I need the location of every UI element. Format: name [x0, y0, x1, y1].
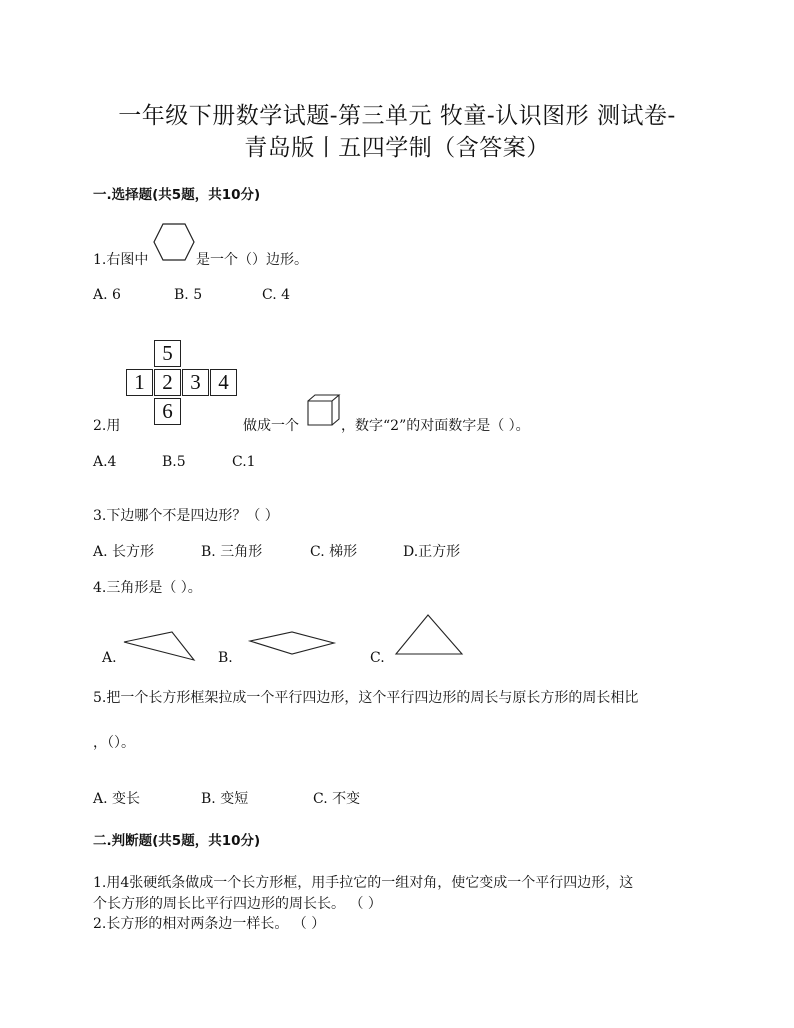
- net-cell-4: 4: [210, 369, 237, 396]
- section1-heading: 一.选择题(共5题，共10分): [93, 187, 261, 203]
- triangle-icon: [394, 613, 466, 657]
- net-cell-bottom: 6: [154, 398, 181, 425]
- q5-option-a[interactable]: A. 变长: [93, 791, 141, 807]
- page-title-line1: 一年级下册数学试题-第三单元 牧童-认识图形 测试卷-: [118, 103, 676, 129]
- net-cell-3: 3: [182, 369, 209, 396]
- net-cell-2: 2: [154, 369, 181, 396]
- q2-middle: 做成一个: [243, 418, 299, 434]
- page-title-line2: 青岛版丨五四学制（含答案）: [244, 135, 550, 161]
- hexagon-icon: [152, 222, 196, 262]
- q2-option-b[interactable]: B.5: [162, 454, 186, 470]
- q5-line1: 5.把一个长方形框架拉成一个平行四边形，这个平行四边形的周长与原长方形的周长相比: [93, 690, 639, 706]
- q2-option-c[interactable]: C.1: [232, 454, 256, 470]
- q3-option-b[interactable]: B. 三角形: [201, 544, 263, 560]
- q5-line2: ，（）。: [93, 735, 135, 751]
- q4-option-b[interactable]: B.: [218, 650, 233, 666]
- cube-icon: [306, 393, 342, 427]
- q1-option-b[interactable]: B. 5: [174, 287, 203, 303]
- q1-prefix: 1.右图中: [93, 252, 149, 268]
- q3-option-d[interactable]: D.正方形: [403, 544, 461, 560]
- q5-option-b[interactable]: B. 变短: [201, 791, 249, 807]
- q2-prefix: 2.用: [93, 418, 121, 434]
- section2-heading: 二.判断题(共5题，共10分): [93, 833, 261, 849]
- q2-suffix: ，数字“2”的对面数字是（ ）。: [341, 418, 530, 434]
- s2-q1-line2: 个长方形的周长比平行四边形的周长长。 （ ）: [93, 896, 382, 912]
- q4-text: 4.三角形是（ ）。: [93, 580, 202, 596]
- q4-option-c[interactable]: C.: [370, 650, 385, 666]
- q1-option-a[interactable]: A. 6: [93, 287, 121, 303]
- s2-q2: 2.长方形的相对两条边一样长。 （ ）: [93, 916, 326, 932]
- rhombus-icon: [248, 630, 338, 656]
- q2-option-a[interactable]: A.4: [93, 454, 117, 470]
- q4-option-a[interactable]: A.: [102, 650, 117, 666]
- q5-option-c[interactable]: C. 不变: [313, 791, 361, 807]
- q3-text: 3.下边哪个不是四边形？（ ）: [93, 508, 279, 524]
- cube-net: [125, 340, 245, 430]
- q3-option-c[interactable]: C. 梯形: [310, 544, 358, 560]
- q3-option-a[interactable]: A. 长方形: [93, 544, 155, 560]
- net-cell-top: 5: [154, 340, 181, 367]
- s2-q1-line1: 1.用4张硬纸条做成一个长方形框，用手拉它的一组对角，使它变成一个平行四边形，这: [93, 875, 634, 891]
- q1-option-c[interactable]: C. 4: [262, 287, 291, 303]
- q1-suffix: 是一个（）边形。: [196, 252, 308, 268]
- thin-triangle-icon: [122, 630, 198, 662]
- net-cell-1: 1: [126, 369, 153, 396]
